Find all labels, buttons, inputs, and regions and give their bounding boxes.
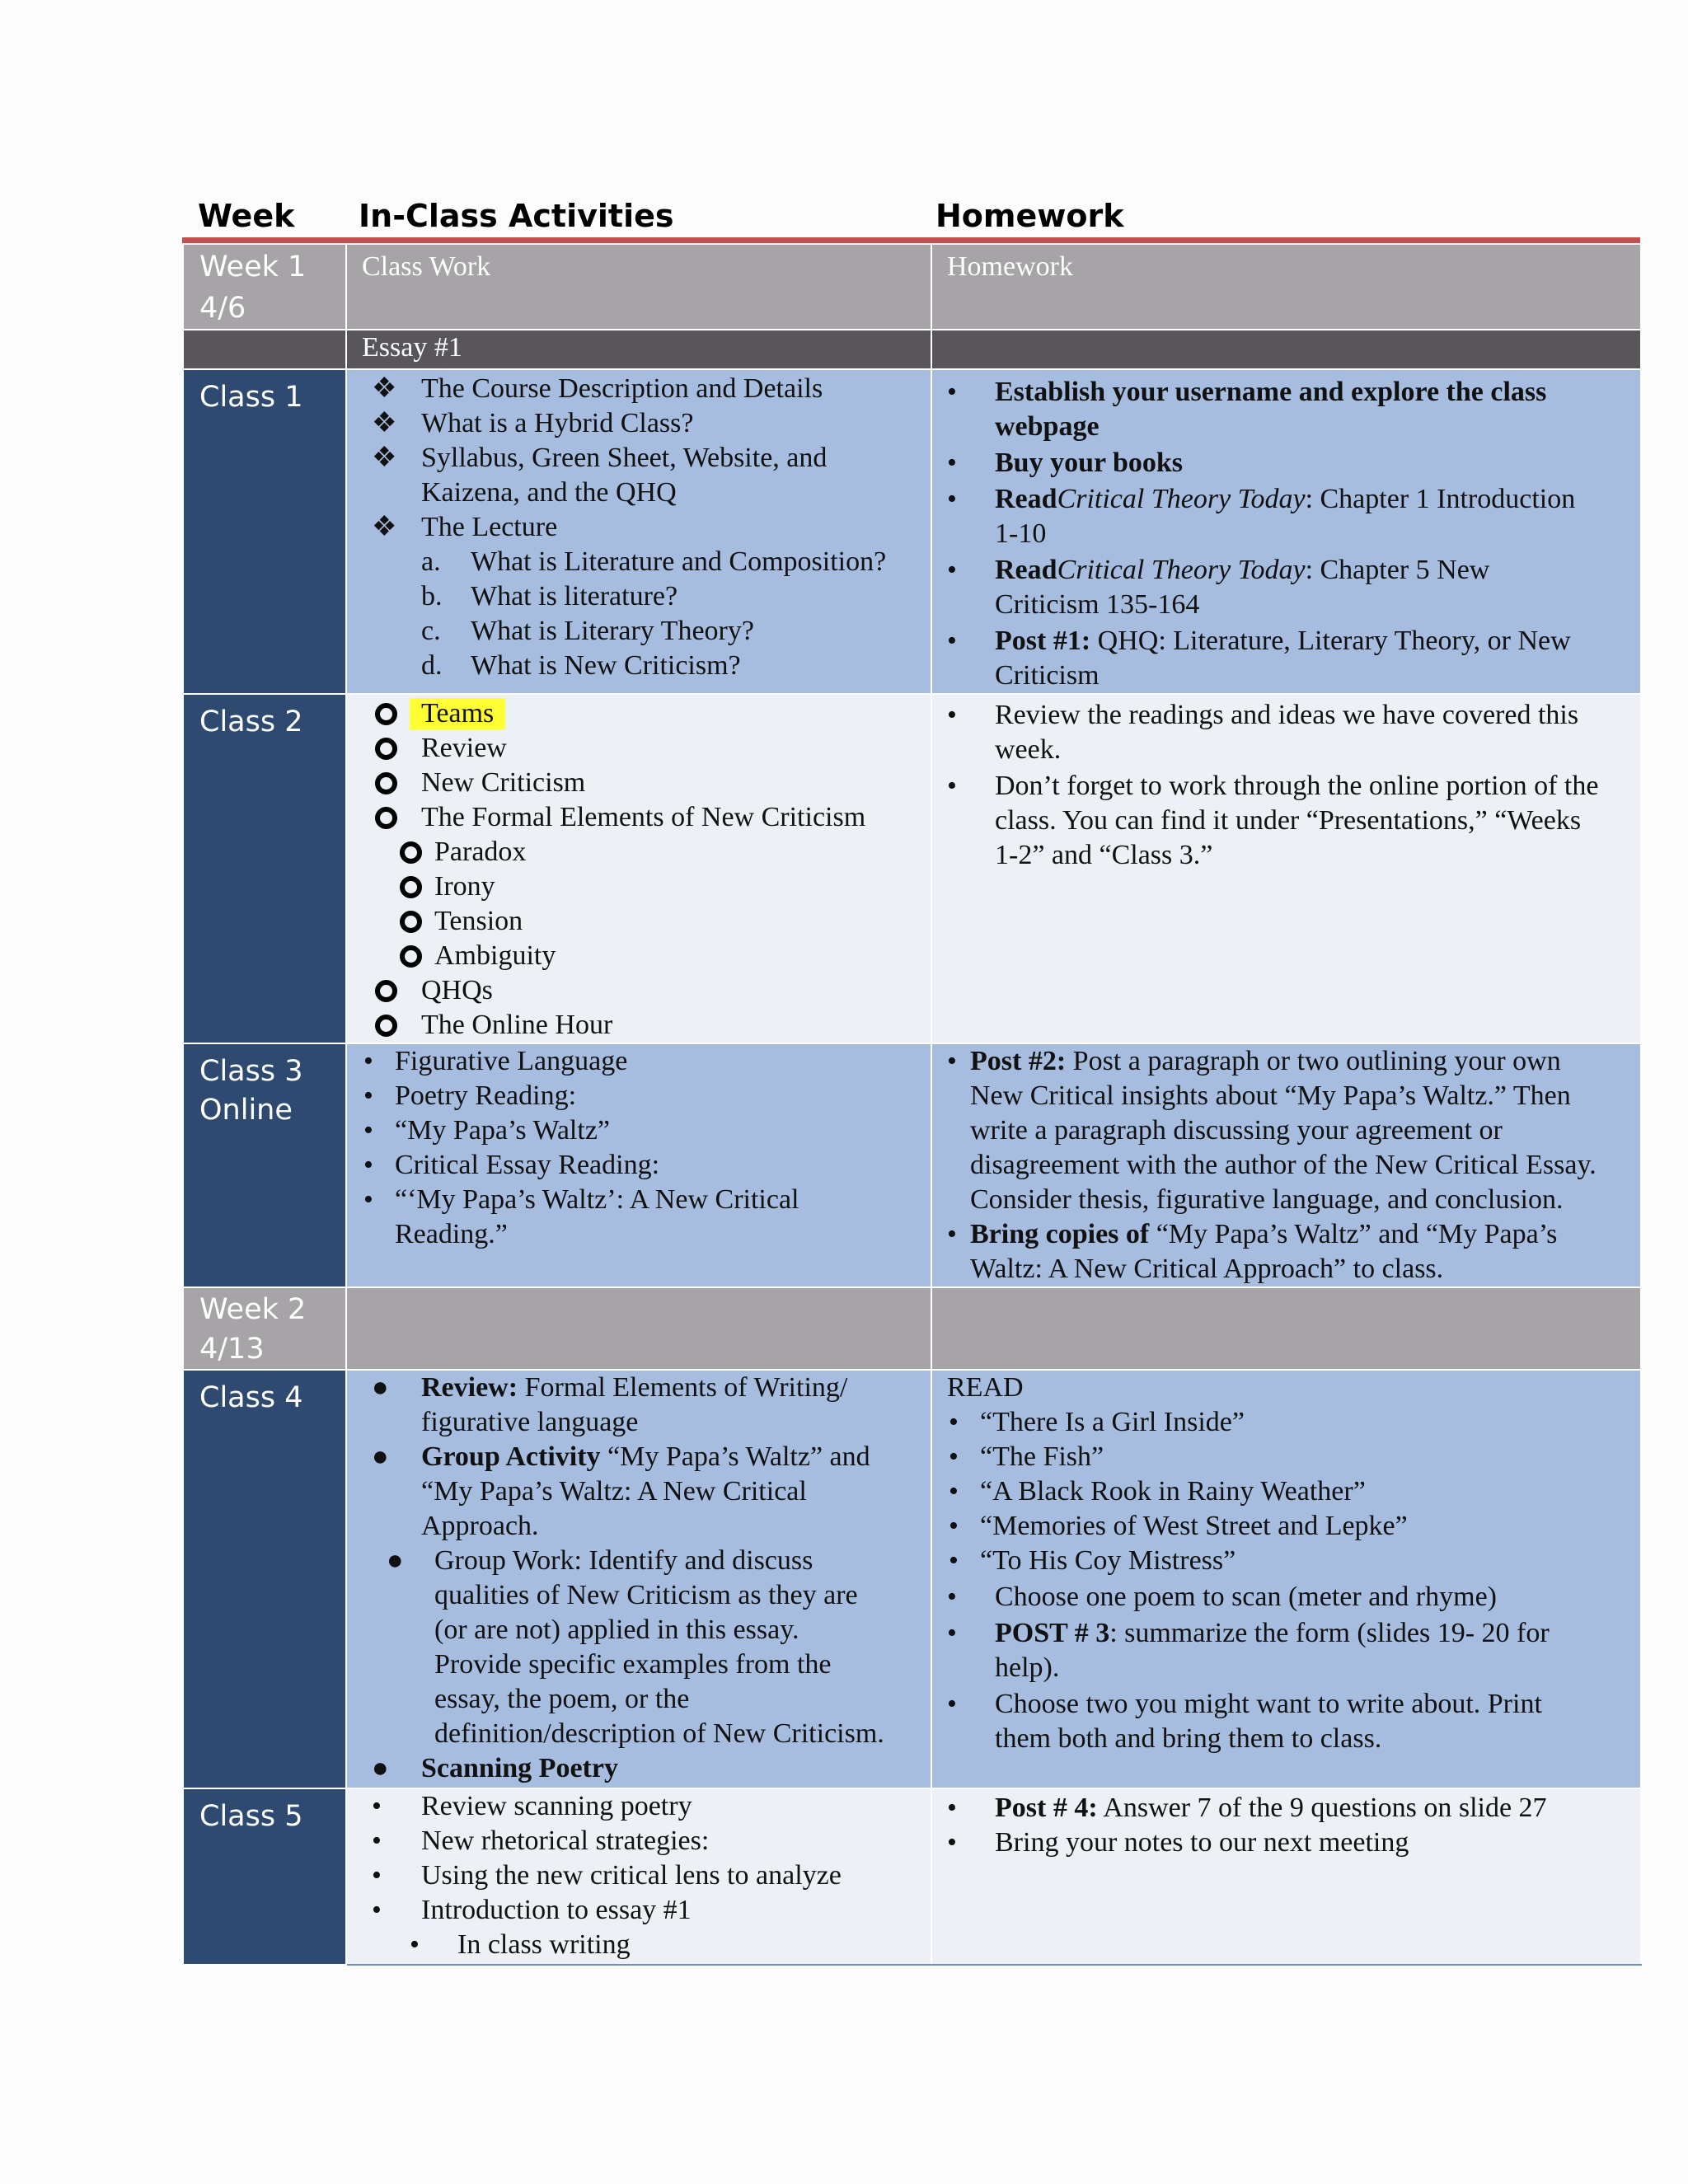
list-item: write a paragraph discussing your agreement or bbox=[970, 1115, 1503, 1146]
list-item: • “My Papa’s Waltz” bbox=[362, 1113, 931, 1148]
class1-activities bbox=[346, 369, 931, 694]
list-item: • Using the new critical lens to analyze bbox=[362, 1858, 931, 1893]
list-item: • ReadCritical Theory Today: Chapter 5 New bbox=[947, 553, 1640, 588]
list-item: ❖ What is a Hybrid Class? bbox=[372, 408, 694, 438]
bullet-icon: • bbox=[372, 1825, 382, 1856]
week1-label-line2: 4/6 bbox=[199, 292, 246, 325]
class2-homework bbox=[931, 694, 1641, 1043]
list-item: a. What is Literature and Composition? bbox=[421, 546, 887, 577]
bullet-icon: • bbox=[372, 1860, 382, 1891]
list-item: • In class writing bbox=[362, 1928, 931, 1962]
week1-label bbox=[183, 244, 346, 330]
list-item: The Formal Elements of New Criticism bbox=[362, 800, 931, 835]
circle-bullet-icon bbox=[375, 1015, 397, 1037]
week1-classwork: Class Work bbox=[362, 251, 491, 282]
list-item: Waltz: A New Critical Approach” to class. bbox=[970, 1254, 1444, 1284]
column-header-row bbox=[182, 194, 1640, 243]
circle-bullet-icon bbox=[375, 807, 397, 829]
schedule-table bbox=[182, 243, 1642, 1966]
class3-homework bbox=[931, 1043, 1641, 1287]
list-item: • New rhetorical strategies: bbox=[362, 1824, 931, 1858]
class4-activities bbox=[346, 1370, 931, 1788]
class2-row bbox=[183, 694, 1641, 1043]
header-week: Week bbox=[198, 198, 295, 234]
list-item: Reading.” bbox=[395, 1219, 508, 1249]
list-item: Review bbox=[362, 731, 931, 766]
circle-bullet-icon bbox=[400, 841, 422, 864]
essay-row bbox=[183, 330, 1641, 369]
circle-bullet-icon bbox=[375, 772, 397, 794]
class3-activities bbox=[346, 1043, 931, 1287]
bullet-icon: • bbox=[947, 1582, 957, 1612]
class1-label: Class 1 bbox=[183, 369, 346, 694]
essay-row-homework bbox=[931, 330, 1641, 369]
circle-bullet-icon bbox=[375, 703, 397, 725]
teams-highlight: Teams bbox=[421, 698, 495, 729]
bullet-icon: • bbox=[947, 377, 957, 407]
list-item: d. What is New Criticism? bbox=[421, 650, 741, 681]
bullet-icon: • bbox=[410, 1929, 420, 1960]
list-item: • “‘My Papa’s Waltz’: A New Critical bbox=[362, 1183, 931, 1217]
list-item: Kaizena, and the QHQ bbox=[421, 477, 677, 508]
bullet-icon: • bbox=[947, 484, 957, 514]
circle-bullet-icon bbox=[375, 980, 397, 1002]
header-activities: In-Class Activities bbox=[359, 198, 674, 234]
list-item: • Review scanning poetry bbox=[362, 1789, 931, 1824]
week2-label bbox=[183, 1287, 346, 1370]
week1-classwork-cell bbox=[346, 244, 931, 330]
bullet-icon: • bbox=[949, 1476, 959, 1507]
list-item: ❖ The Lecture bbox=[372, 512, 558, 542]
bullet-icon: • bbox=[947, 1689, 957, 1719]
bullet-icon: • bbox=[947, 1827, 957, 1858]
bullet-icon: • bbox=[949, 1407, 959, 1437]
essay-row-label bbox=[183, 330, 346, 369]
list-item: 1-2” and “Class 3.” bbox=[995, 840, 1213, 870]
read-heading: READ bbox=[947, 1372, 1024, 1403]
class2-activities bbox=[346, 694, 931, 1043]
circle-bullet-icon bbox=[400, 911, 422, 933]
list-item: Criticism 135-164 bbox=[995, 589, 1200, 620]
class2-label: Class 2 bbox=[183, 694, 346, 1043]
bullet-icon: • bbox=[947, 448, 957, 478]
list-item: Ambiguity bbox=[362, 939, 931, 973]
week2-label-line1: Week 2 bbox=[199, 1293, 307, 1326]
list-item: • Don’t forget to work through the online portion of the bbox=[947, 769, 1640, 804]
bullet-icon: • bbox=[947, 1618, 957, 1648]
bullet-icon: • bbox=[363, 1046, 373, 1076]
list-item: • Review the readings and ideas we have covered this bbox=[947, 698, 1640, 733]
list-item: • Buy your books bbox=[947, 446, 1640, 480]
list-item: • ReadCritical Theory Today: Chapter 1 Introduction bbox=[947, 482, 1640, 517]
week1-homework: Homework bbox=[947, 251, 1073, 282]
list-item: • Establish your username and explore the class bbox=[947, 375, 1640, 410]
class3-row bbox=[183, 1043, 1641, 1287]
bullet-icon: ● bbox=[387, 1545, 404, 1576]
bullet-icon: • bbox=[947, 700, 957, 730]
list-item: webpage bbox=[995, 411, 1100, 442]
list-item: them both and bring them to class. bbox=[995, 1723, 1382, 1754]
bullet-icon: ● bbox=[372, 1441, 389, 1472]
class4-homework bbox=[931, 1370, 1641, 1788]
class5-homework bbox=[931, 1788, 1641, 1965]
list-item: • POST # 3: summarize the form (slides 19- 20 for bbox=[947, 1616, 1640, 1651]
bullet-icon: • bbox=[949, 1511, 959, 1541]
list-item: ❖ Syllabus, Green Sheet, Website, and bbox=[372, 443, 828, 473]
bullet-icon: • bbox=[372, 1895, 382, 1925]
list-item: figurative language bbox=[421, 1407, 639, 1437]
list-item: Criticism bbox=[995, 660, 1100, 691]
class5-activities bbox=[346, 1788, 931, 1965]
list-item: qualities of New Criticism as they are bbox=[434, 1580, 858, 1610]
schedule bbox=[182, 194, 1640, 1966]
list-item: • Critical Essay Reading: bbox=[362, 1148, 931, 1183]
list-item: • Poetry Reading: bbox=[362, 1079, 931, 1113]
list-item: • Choose one poem to scan (meter and rhyme) bbox=[947, 1580, 1640, 1615]
list-item: help). bbox=[995, 1652, 1060, 1683]
list-item: Consider thesis, figurative language, and conclusion. bbox=[970, 1184, 1564, 1215]
list-item: • Choose two you might want to write about. Print bbox=[947, 1687, 1640, 1722]
week1-label-line1: Week 1 bbox=[199, 251, 307, 284]
list-item: QHQs bbox=[362, 973, 931, 1008]
week2-homework bbox=[931, 1287, 1641, 1370]
header-homework: Homework bbox=[935, 198, 1124, 234]
list-item: • Bring your notes to our next meeting bbox=[947, 1825, 1640, 1860]
list-item: New Critical insights about “My Papa’s Waltz.” Then bbox=[970, 1080, 1571, 1111]
class4-label: Class 4 bbox=[183, 1370, 346, 1788]
class1-row bbox=[183, 369, 1641, 694]
list-item: • Post # 4: Answer 7 of the 9 questions on slide 27 bbox=[947, 1791, 1640, 1825]
bullet-icon: • bbox=[363, 1184, 373, 1215]
list-item: Approach. bbox=[421, 1511, 539, 1541]
list-item: Paradox bbox=[362, 835, 931, 869]
list-item: 1-10 bbox=[995, 518, 1047, 549]
list-item: New Criticism bbox=[362, 766, 931, 800]
essay-label: Essay #1 bbox=[362, 332, 462, 363]
list-item: b. What is literature? bbox=[421, 581, 678, 612]
list-item: The Online Hour bbox=[362, 1008, 931, 1043]
bullet-icon: • bbox=[947, 1793, 957, 1823]
class3-label-line1: Class 3 bbox=[199, 1055, 303, 1088]
bullet-icon: • bbox=[363, 1115, 373, 1146]
list-item: Provide specific examples from the bbox=[434, 1649, 832, 1680]
class4-row bbox=[183, 1370, 1641, 1788]
list-item: essay, the poem, or the bbox=[434, 1684, 690, 1714]
class5-label: Class 5 bbox=[183, 1788, 346, 1965]
list-item: • “To His Coy Mistress” bbox=[947, 1544, 1640, 1578]
list-item: Tension bbox=[362, 904, 931, 939]
week1-homework-cell bbox=[931, 244, 1641, 330]
bullet-icon: • bbox=[947, 771, 957, 801]
list-item: • Post #1: QHQ: Literature, Literary Theory, or New bbox=[947, 624, 1640, 658]
list-item: • Figurative Language bbox=[362, 1044, 931, 1079]
list-item: • “A Black Rook in Rainy Weather” bbox=[947, 1474, 1640, 1509]
list-item: • “Memories of West Street and Lepke” bbox=[947, 1509, 1640, 1544]
list-item: ● Review: Formal Elements of Writing/ bbox=[362, 1371, 931, 1405]
bullet-icon: • bbox=[363, 1080, 373, 1111]
list-item: ● Scanning Poetry bbox=[362, 1751, 931, 1786]
list-item: disagreement with the author of the New Critical Essay. bbox=[970, 1150, 1597, 1180]
week2-row bbox=[183, 1287, 1641, 1370]
class5-row bbox=[183, 1788, 1641, 1965]
bullet-icon: • bbox=[949, 1441, 959, 1472]
list-item: definition/description of New Criticism. bbox=[434, 1718, 884, 1749]
list-item: c. What is Literary Theory? bbox=[421, 616, 754, 646]
list-item: ● Group Work: Identify and discuss bbox=[362, 1544, 931, 1578]
bullet-icon: ● bbox=[372, 1372, 389, 1403]
class3-label bbox=[183, 1043, 346, 1287]
list-item: • Introduction to essay #1 bbox=[362, 1893, 931, 1928]
list-item bbox=[362, 696, 931, 731]
week1-row bbox=[183, 244, 1641, 330]
bullet-icon: • bbox=[363, 1150, 373, 1180]
week2-label-line2: 4/13 bbox=[199, 1333, 265, 1366]
list-item: • Post #2: Post a paragraph or two outlining your own bbox=[947, 1044, 1640, 1079]
list-item: • Bring copies of “My Papa’s Waltz” and “My Papa’s bbox=[947, 1217, 1640, 1252]
bullet-icon: • bbox=[947, 555, 957, 585]
bullet-icon: ● bbox=[372, 1753, 389, 1783]
list-item: ● Group Activity “My Papa’s Waltz” and bbox=[362, 1440, 931, 1474]
circle-bullet-icon bbox=[375, 738, 397, 760]
list-item: ❖ The Course Description and Details bbox=[372, 373, 823, 404]
week2-activities bbox=[346, 1287, 931, 1370]
essay-cell bbox=[346, 330, 931, 369]
bullet-icon: • bbox=[947, 1046, 957, 1076]
list-item: class. You can find it under “Presentations,” “Weeks bbox=[995, 805, 1582, 836]
class3-label-line2: Online bbox=[199, 1094, 293, 1127]
list-item: • “There Is a Girl Inside” bbox=[947, 1405, 1640, 1440]
circle-bullet-icon bbox=[400, 876, 422, 898]
class1-homework bbox=[931, 369, 1641, 694]
list-item: (or are not) applied in this essay. bbox=[434, 1615, 799, 1645]
bullet-icon: • bbox=[949, 1545, 959, 1576]
circle-bullet-icon bbox=[400, 945, 422, 968]
bullet-icon: • bbox=[372, 1791, 382, 1821]
bullet-icon: • bbox=[947, 626, 957, 656]
list-item: “My Papa’s Waltz: A New Critical bbox=[421, 1476, 807, 1507]
list-item: Irony bbox=[362, 869, 931, 904]
list-item: week. bbox=[995, 734, 1062, 765]
bullet-icon: • bbox=[947, 1219, 957, 1249]
list-item: • “The Fish” bbox=[947, 1440, 1640, 1474]
